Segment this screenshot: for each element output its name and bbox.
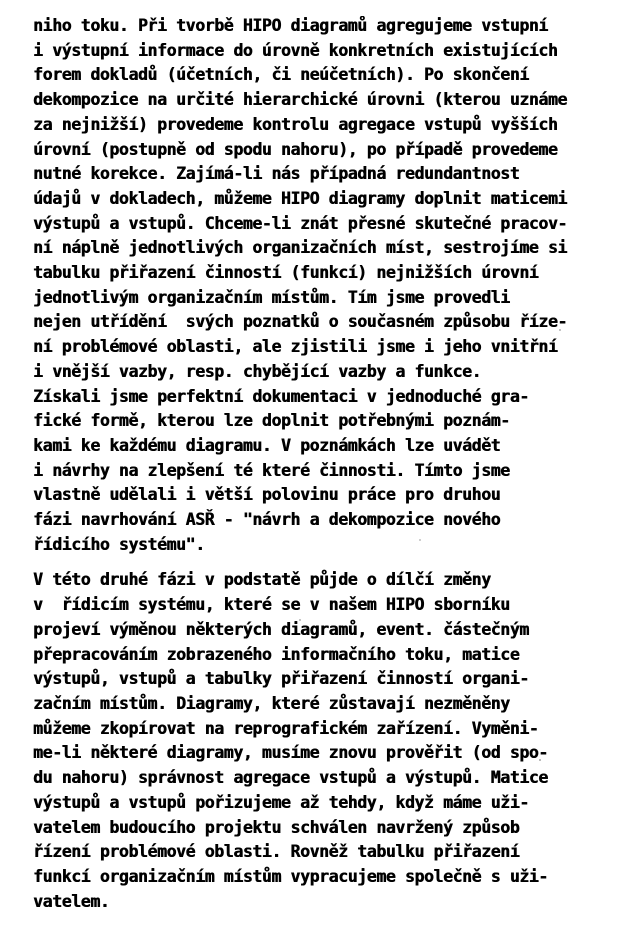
text-line: jednotlivým organizačním místům. Tím jsme provedli xyxy=(33,287,510,307)
text-line: v řídicím systému, které se v našem HIPO sborníku xyxy=(33,595,510,615)
text-line: V této druhé fázi v podstatě půjde o dílčí změny xyxy=(33,570,491,590)
text-line: výstupů a vstupů pořizujeme až tehdy, když máme uži- xyxy=(33,792,529,812)
text-line: fické formě, kterou lze doplnit potřebnými poznám- xyxy=(33,411,510,431)
text-line: Získali jsme perfektní dokumentaci v jednoduché gra- xyxy=(33,386,529,406)
text-line: nutné korekce. Zajímá-li nás případná redundantnost xyxy=(33,164,520,184)
paragraph-2 xyxy=(33,568,618,914)
text-line: za nejnižší) provedeme kontrolu agregace vstupů vyšších xyxy=(33,114,558,134)
text-line: i návrhy na zlepšení té které činnosti. Tímto jsme xyxy=(33,460,510,480)
text-line: fázi navrhování ASŘ - "návrh a dekompozice nového xyxy=(33,510,501,530)
text-line: i vnější vazby, resp. chybějící vazby a funkce. xyxy=(33,361,482,381)
text-line: řídicího systému". xyxy=(33,534,205,554)
text-line: vatelem. xyxy=(33,891,110,911)
text-line: výstupů, vstupů a tabulky přiřazení činností organi- xyxy=(33,669,529,689)
text-line: úrovní (postupně od spodu nahoru), po případě provedeme xyxy=(33,139,558,159)
text-line: přepracováním zobrazeného informačního toku, matice xyxy=(33,644,520,664)
text-line: ní náplně jednotlivých organizačních míst, sestrojíme si xyxy=(33,238,567,258)
text-line: začním místům. Diagramy, které zůstavají nezměněny xyxy=(33,693,510,713)
text-line: forem dokladů (účetních, či neúčetních). Po skončení xyxy=(33,65,529,85)
text-line: projeví výměnou některých diagramů, event. částečným xyxy=(33,619,529,639)
text-line: niho toku. Při tvorbě HIPO diagramů agregujeme vstupní xyxy=(33,16,548,35)
text-line: funkcí organizačním místům vypracujeme společně s uži- xyxy=(33,866,548,886)
text-line: kami ke každému diagramu. V poznámkách lze uvádět xyxy=(33,435,501,455)
text-line: řízení problémové oblasti. Rovněž tabulku přiřazení xyxy=(33,842,520,862)
text-line: vatelem budoucího projektu schválen navržený způsob xyxy=(33,817,520,837)
paragraph-1 xyxy=(33,14,618,557)
text-line: můžeme zkopírovat na reprografickém zařízení. Vyměni- xyxy=(33,718,539,738)
text-line: i výstupní informace do úrovně konkretních existujících xyxy=(33,40,558,60)
document-text xyxy=(33,14,618,914)
text-line: nejen utřídění svých poznatků o současném způsobu říze- xyxy=(33,312,567,332)
text-line: tabulku přiřazení činností (funkcí) nejnižších úrovní xyxy=(33,263,539,283)
text-line: vlastně udělali i větší polovinu práce pro druhou xyxy=(33,485,501,505)
text-line: ní problémové oblasti, ale zjistili jsme i jeho vnitřní xyxy=(33,337,558,357)
text-line: du nahoru) správnost agregace vstupů a výstupů. Matice xyxy=(33,768,548,788)
text-line: me-li některé diagramy, musíme znovu prověřit (od spo- xyxy=(33,743,548,763)
text-line: výstupů a vstupů. Chceme-li znát přesné skutečné pracov- xyxy=(33,213,567,233)
text-line: dekompozice na určité hierarchické úrovni (kterou uznáme xyxy=(33,90,567,110)
text-line: údajů v dokladech, můžeme HIPO diagramy doplnit maticemi xyxy=(33,188,567,208)
